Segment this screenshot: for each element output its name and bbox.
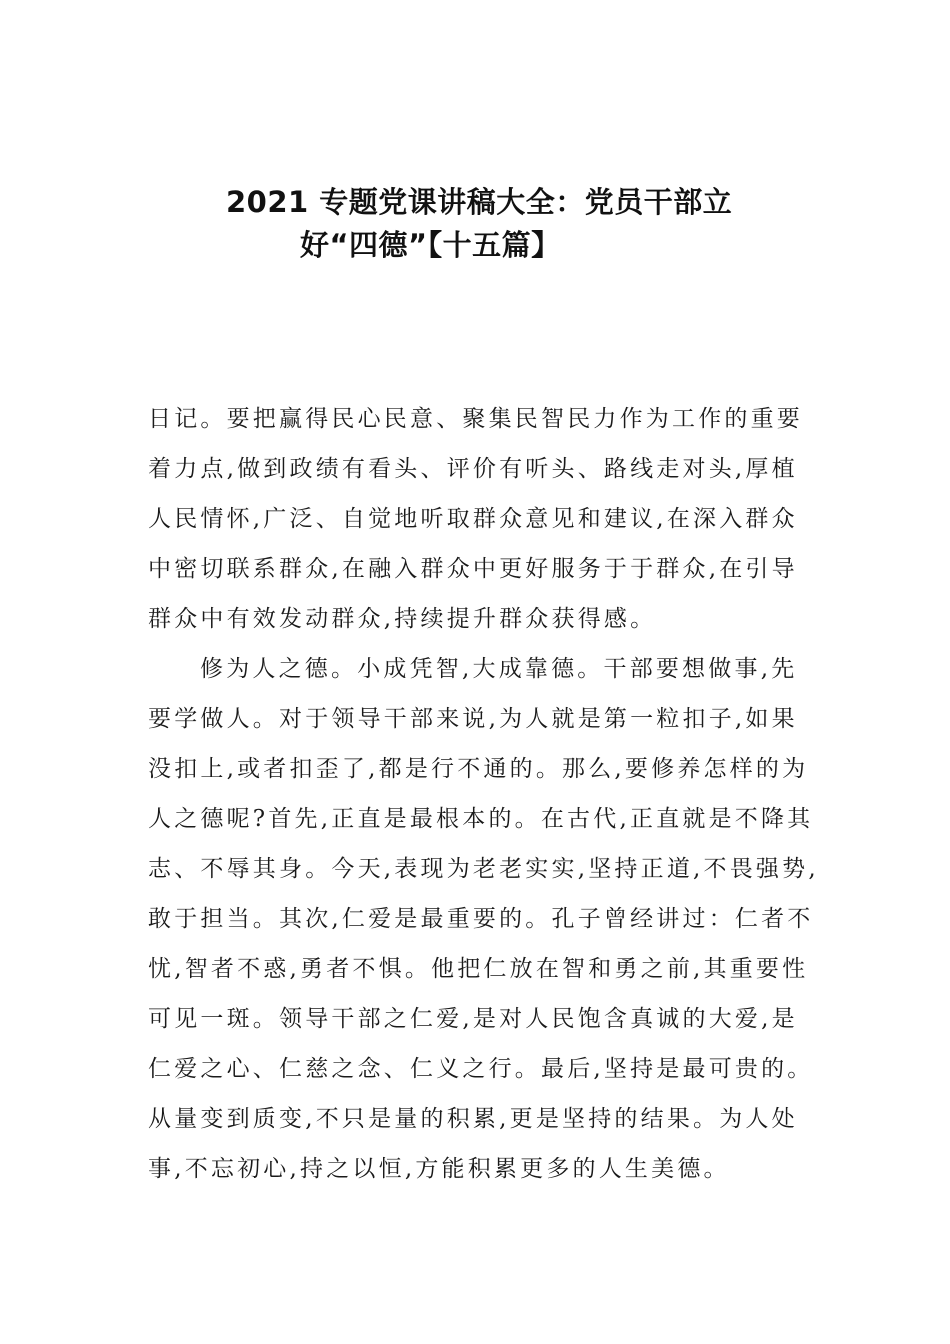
- body-line-12: 忧,智者不惑,勇者不惧。他把仁放在智和勇之前,其重要性: [148, 956, 809, 982]
- body-line-14: 仁爱之心、仁慈之念、仁义之行。最后,坚持是最可贵的。: [148, 1056, 814, 1082]
- body-line-3: 人民情怀,广泛、自觉地听取群众意见和建议,在深入群众: [148, 506, 798, 532]
- body-line-7: 要学做人。对于领导干部来说,为人就是第一粒扣子,如果: [148, 706, 798, 732]
- document-title-line-2: 好“四德”【十五篇】: [300, 228, 561, 262]
- body-line-2: 着力点,做到政绩有看头、评价有听头、路线走对头,厚植: [148, 456, 798, 482]
- body-line-8: 没扣上,或者扣歪了,都是行不通的。那么,要修养怎样的为: [148, 756, 809, 782]
- body-line-5: 群众中有效发动群众,持续提升群众获得感。: [148, 606, 657, 632]
- paragraph-2-first-line: 修为人之德。小成凭智,大成靠德。干部要想做事,先: [200, 656, 798, 682]
- body-line-15: 从量变到质变,不只是量的积累,更是坚持的结果。为人处: [148, 1106, 798, 1132]
- body-line-1: 日记。要把赢得民心民意、聚集民智民力作为工作的重要: [148, 406, 803, 432]
- body-line-16: 事,不忘初心,持之以恒,方能积累更多的人生美德。: [148, 1156, 730, 1182]
- body-line-4: 中密切联系群众,在融入群众中更好服务于于群众,在引导: [148, 556, 798, 582]
- document-title-line-1: 2021 专题党课讲稿大全：党员干部立: [226, 185, 733, 219]
- body-line-9: 人之德呢?首先,正直是最根本的。在古代,正直就是不降其: [148, 806, 814, 832]
- body-line-11: 敢于担当。其次,仁爱是最重要的。孔子曾经讲过：仁者不: [148, 906, 814, 932]
- body-line-13: 可见一斑。领导干部之仁爱,是对人民饱含真诚的大爱,是: [148, 1006, 798, 1032]
- body-line-10: 志、不辱其身。今天,表现为老老实实,坚持正道,不畏强势,: [148, 856, 819, 882]
